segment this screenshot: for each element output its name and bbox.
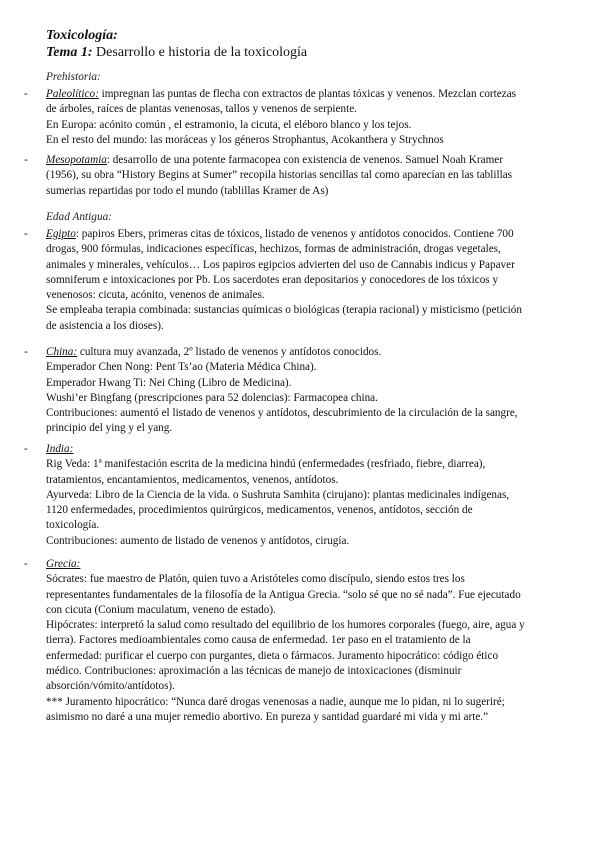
item-line: animales y minerales, vehículos… Los papiros egipcios advierten del uso de Cannabis indicus y Papaver bbox=[46, 258, 515, 271]
item-body bbox=[46, 227, 564, 334]
item-line: de asistencia a los dioses). bbox=[46, 319, 164, 332]
item-line: En el resto del mundo: las moráceas y los géneros Strophantus, Acokanthera y Strychnos bbox=[46, 133, 444, 146]
item-line: principio del ying y el yang. bbox=[46, 422, 173, 435]
item-line: Paleolítico: impregnan las puntas de flecha con extractos de plantas tóxicas y venenos. Mezclan cortezas bbox=[46, 88, 517, 100]
item-body bbox=[46, 345, 564, 437]
item-line: Contribuciones: aumento de listado de venenos y antídotos, cirugía. bbox=[46, 534, 350, 547]
tema-text: Desarrollo e historia de la toxicología bbox=[92, 45, 308, 60]
item-line: de árboles, raíces de plantas venenosas, tallos y venenos de serpiente. bbox=[46, 103, 357, 116]
item-line: En Europa: acónito común , el estramonio, la cicuta, el eléboro blanco y los tejos. bbox=[46, 118, 412, 131]
item-line: tierra). Factores medioambientales como causa de enfermedad. 1er paso en el tratamiento de la bbox=[46, 634, 471, 647]
item-label: Grecia: bbox=[46, 558, 81, 570]
item-line: (1956), su obra “History Begins at Sumer” recopila historias sencillas tal como aparecían en las tablillas bbox=[46, 169, 513, 182]
item-line bbox=[46, 557, 564, 572]
item-line: drogas, 900 fórmulas, indicaciones específicas, hechizos, formas de administración, drogas vegetales, bbox=[46, 243, 501, 256]
item-line bbox=[46, 442, 564, 457]
item-line: toxicología. bbox=[46, 519, 100, 532]
item-line: tratamientos, encantamientos, medicamentos, venenos, antídotos. bbox=[46, 473, 339, 486]
item-label: Mesopotamia bbox=[46, 154, 107, 166]
doc-subtitle bbox=[46, 45, 307, 61]
list-item-india bbox=[24, 442, 564, 549]
item-line: Emperador Chen Nong: Pent Ts’ao (Materia Médica China). bbox=[46, 361, 317, 374]
item-line: absorción/vómito/antídotos). bbox=[46, 680, 175, 693]
item-line: con cicuta (Conium maculatum, veneno de estado). bbox=[46, 603, 276, 616]
list-dash: - bbox=[24, 346, 28, 358]
list-dash: - bbox=[24, 558, 28, 570]
item-line: 1120 enfermedades, procedimientos quirúrgicos, medicamentos, venenos, antídotos, sección de bbox=[46, 504, 473, 517]
item-line: Wushi’er Bingfang (prescripciones para 52 dolencias): Farmacopea china. bbox=[46, 391, 378, 404]
item-line: Emperador Hwang Ti: Nei Ching (Libro de Medicina). bbox=[46, 376, 292, 389]
list-item-mesopotamia bbox=[24, 153, 564, 199]
item-label: Egipto bbox=[46, 228, 76, 240]
item-body bbox=[46, 153, 564, 199]
list-item-china bbox=[24, 345, 564, 437]
list-item-grecia bbox=[24, 557, 564, 725]
item-body bbox=[46, 557, 564, 725]
list-dash: - bbox=[24, 88, 28, 100]
item-body bbox=[46, 442, 564, 549]
item-line: somniferum e intoxicaciones por Pb. Los sacerdotes eran depositarios y conocedores de los tóxicos y bbox=[46, 273, 499, 286]
section-heading-edad-antigua: Edad Antigua: bbox=[46, 211, 112, 223]
list-item-egipto bbox=[24, 227, 564, 334]
item-label: China: bbox=[46, 346, 78, 358]
list-dash: - bbox=[24, 443, 28, 455]
item-line: China: cultura muy avanzada, 2º listado de venenos y antídotos conocidos. bbox=[46, 346, 382, 358]
item-line: Ayurveda: Libro de la Ciencia de la vida. o Sushruta Samhita (cirujano): plantas medicinales indígenas, bbox=[46, 488, 510, 501]
list-dash: - bbox=[24, 228, 28, 240]
item-line: Mesopotamia: desarrollo de una potente farmacopea con existencia de venenos. Samuel Noah Kramer bbox=[46, 154, 503, 166]
list-item-paleolitico bbox=[24, 87, 564, 148]
item-line: asimismo no daré a una mujer remedio abortivo. En pureza y santidad guardaré mi vida y mi arte.” bbox=[46, 710, 489, 723]
item-line: médico. Contribuciones: aproximación a las técnicas de manejo de intoxicaciones (disminuir bbox=[46, 665, 462, 678]
doc-title: Toxicología: bbox=[46, 28, 118, 43]
item-line: Sócrates: fue maestro de Platón, quien tuvo a Aristóteles como discípulo, siendo estos tres los bbox=[46, 573, 465, 586]
item-line: Hipócrates: interpretó la salud como resultado del equilibrio de los humores corporales (fuego, aire, agua y bbox=[46, 619, 525, 632]
item-line: *** Juramento hipocrático: “Nunca daré drogas venenosas a nadie, aunque me lo pidan, ni lo sugeriré; bbox=[46, 695, 505, 708]
item-line: Contribuciones: aumentó el listado de venenos y antídotos, descubrimiento de la circulación de la sangre, bbox=[46, 407, 518, 420]
item-line: Se empleaba terapia combinada: sustancias químicas o biológicas (terapia racional) y misticismo (petición bbox=[46, 304, 522, 317]
item-line: Rig Veda: 1ª manifestación escrita de la medicina hindú (enfermedades (resfriado, fiebre, diarrea), bbox=[46, 458, 486, 471]
item-body bbox=[46, 87, 564, 148]
item-line: enfermedad: purificar el cuerpo con purgantes, dieta o fármacos. Juramento hipocrático: código ético bbox=[46, 649, 499, 662]
item-label: India: bbox=[46, 443, 74, 455]
tema-prefix: Tema 1: bbox=[46, 45, 93, 60]
item-line: sumerias repartidas por todo el mundo (tablillas Kramer de As) bbox=[46, 184, 329, 197]
item-line: Egipto: papiros Ebers, primeras citas de tóxicos, listado de venenos y antídotos conocidos. Contiene 700 bbox=[46, 228, 514, 240]
section-heading-prehistoria: Prehistoria: bbox=[46, 71, 101, 83]
item-label: Paleolítico: bbox=[46, 88, 99, 100]
list-dash: - bbox=[24, 154, 28, 166]
item-line: venenosos: cicuta, acónito, venenos de animales. bbox=[46, 289, 265, 302]
item-line: representantes fundamentales de la filosofía de la Antigua Grecia. “solo sé que no sé nada”. Fue ejecutado bbox=[46, 588, 521, 601]
